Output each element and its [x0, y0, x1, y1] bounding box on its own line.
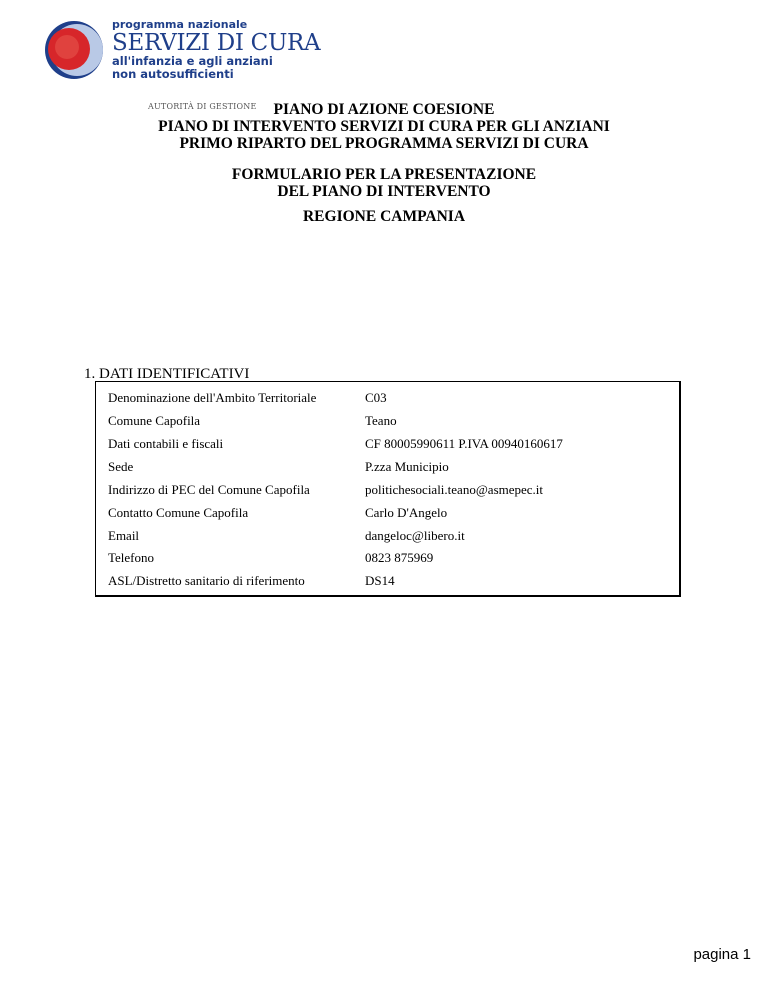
row-label: Email [108, 528, 140, 543]
row-label: Denominazione dell'Ambito Territoriale [108, 390, 317, 405]
row-label: Telefono [108, 550, 155, 565]
row-value: Carlo D'Angelo [365, 505, 448, 520]
table-row [96, 502, 679, 524]
form-title-line-2: DEL PIANO DI INTERVENTO [277, 183, 491, 200]
table-row [96, 479, 679, 501]
header-line-2: PIANO DI INTERVENTO SERVIZI DI CURA PER GLI ANZIANI [158, 118, 610, 135]
table-row [96, 456, 679, 478]
row-label: Indirizzo di PEC del Comune Capofila [108, 482, 310, 497]
table-row [96, 410, 679, 432]
document-header [0, 101, 768, 152]
row-label: ASL/Distretto sanitario di riferimento [108, 573, 305, 588]
page-number: pagina 1 [693, 946, 751, 963]
table-row [96, 570, 679, 592]
logo-authority-label: AUTORITÀ DI GESTIONE [148, 102, 257, 111]
row-label: Contatto Comune Capofila [108, 505, 249, 520]
form-title [0, 166, 768, 200]
row-label: Sede [108, 459, 134, 474]
header-line-3: PRIMO RIPARTO DEL PROGRAMMA SERVIZI DI CURA [179, 135, 589, 152]
table-row [96, 547, 679, 569]
logo-program-target-1: all'infanzia e agli anziani [112, 54, 273, 68]
table-row [96, 525, 679, 547]
logo-program-label: programma nazionale [112, 18, 248, 31]
row-value: 0823 875969 [365, 550, 434, 565]
row-label: Comune Capofila [108, 413, 201, 428]
table-row [96, 433, 679, 455]
section-heading: 1. DATI IDENTIFICATIVI [84, 366, 250, 382]
row-value: P.zza Municipio [365, 459, 449, 474]
logo-program-name: SERVIZI DI CURA [112, 30, 321, 56]
row-value: Teano [365, 413, 397, 428]
identification-table [95, 381, 681, 597]
logo-emblem-icon [44, 20, 106, 80]
row-value: CF 80005990611 P.IVA 00940160617 [365, 436, 563, 451]
region-title [0, 208, 768, 225]
row-value: dangeloc@libero.it [365, 528, 465, 543]
row-value: politichesociali.teano@asmepec.it [365, 482, 544, 497]
logo-wordmark [112, 18, 320, 80]
logo-program-target-2: non autosufficienti [112, 66, 234, 81]
table-row [96, 387, 679, 409]
region-name: REGIONE CAMPANIA [302, 208, 466, 225]
row-value: DS14 [365, 573, 395, 588]
row-value: C03 [365, 390, 387, 405]
header-line-1: PIANO DI AZIONE COESIONE [273, 101, 495, 118]
row-label: Dati contabili e fiscali [108, 436, 224, 451]
form-title-line-1: FORMULARIO PER LA PRESENTAZIONE [231, 166, 537, 183]
program-logo [44, 18, 321, 111]
